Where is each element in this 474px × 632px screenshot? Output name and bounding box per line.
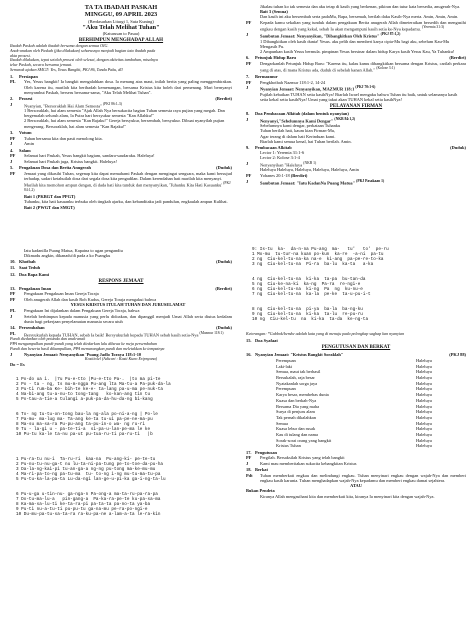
spacer <box>10 210 232 248</box>
haleluya-row-response: Haleluya <box>416 369 432 375</box>
pengutusan-pf: PF Pergilah. Bersaksilah Kristus yang telah bangkit <box>246 455 345 461</box>
r-pf: PF Kepada kamu sekalian yang tunduk dalam pengakuan Berita anugerah Allah dimeteraikan bersedih dan mengasihi engkau dengan kasih yang kekal, sebab Ia akan mengampuni kasih setia ke-Nya kepadamu. $^{(Yeremia 31:3)}$ <box>246 19 466 32</box>
r-intro: Jikalau tuhan ko tak semesta dan aku tetap di kasih yang berkenan, pikiran dan tutur kata bersedia, anugerah-Nya. <box>260 4 461 9</box>
pengakuan-pf2: Marilah kita memohon ampun dengan, di dada hati kita tunduk dan menyanyikan, 'Tuhanku Kita Hati Kasuanku' $^{(PKJ 84:1,2)}$ <box>24 181 231 192</box>
persiapan-pl: PL Yes, Yesus bangkit! Ia bangkit mengalahkan dosa. Ia menang atas maut, inilah berita yang paling menggembirakan. Oleh karena itu, marilah kita beribadah kemenangan, bersama Kristus kita boleh dari pemenang. Mari bernyanyi menyambut Paskah, berseru bersama-sama, "Aku Telah Melihat Tuhan". <box>10 79 232 95</box>
haleluya-row <box>246 438 466 443</box>
persembahan-note-3: Pundi dan beserta hasil dikumpulkan, PPA memarangkan pundi dan meletakkan ke tempatnya <box>10 345 165 351</box>
haleluya-j: J Nenyanyikan "Haleluya $^{(NKB 1)}$ <box>246 160 317 168</box>
haleluya-row-part: Kuasa dan berkah-Nya <box>276 397 317 403</box>
item-berkat: 18. Berkat <box>246 467 268 473</box>
haleluya-row-part: Kuasa lebur dan rusak <box>276 426 316 432</box>
haleluya-row-part: Perempuan <box>276 386 296 392</box>
yohanes-pf: PF Yohanes 20:1-18 (Berdiri) <box>246 173 308 179</box>
prosesi-verse-2: 2 Bersoraklah, hai alam semesta "Kan Rajaku!" Gereja bersyukur, bersembah, bersyukur. Dibuat nyanyilah pujian mengerang. Bersoraklah, hai alam semesta "Kan Rajaku!" <box>24 118 225 129</box>
section-berhimpun: BERHIMPUN MENGHADAP ALLAH <box>78 38 164 44</box>
item-bermazmur: 7. Bermazmur <box>246 73 278 79</box>
item-pengakuan-iman: 13. Pengakuan Iman (Berdiri) <box>10 285 232 291</box>
haleluya-row <box>246 398 466 403</box>
item-votum: 3. Votum <box>10 129 32 135</box>
haleluya-row <box>246 432 466 437</box>
haleluya-row-part: Bersukalah, raja besar <box>276 374 315 380</box>
haleluya-row <box>246 392 466 397</box>
haleluya-row-response: Haleluya <box>416 380 432 386</box>
item-saat-teduh: 11. Saat Teduh <box>10 265 41 271</box>
iman-j: J Setelah berhimpun kepada manusia yang perlu didoakan, dan dipanggil menjadi Umat Allah serta diutus kedalam dunia bagi pekerjaan penyelamatan manusia secara utuh <box>10 313 232 324</box>
intro-note-6: Semarak ajakan SMGT: Yes, Yesus Bangkit, PKJ 86, Tanda Paku, dll <box>10 66 123 72</box>
section-respons: RESPONS JEMAAT <box>98 278 144 284</box>
r-sambutan-2: 2 Ampunkan kasih Yesus bermula. pimpinan Yesus bersinar dalam hidup Karya kasih Yesus Kau, Ya Tuhanku! <box>260 49 455 54</box>
item-pengutusan: 17. Pengutusan <box>246 449 277 455</box>
persembahan-song: J Nyanyian Jemaat: Nenyanyikan 'Puang Jadlo Toraya 118:1-10 <box>10 352 142 358</box>
haleluya-row <box>246 381 466 386</box>
haleluya-row <box>246 421 466 426</box>
haleluya-row-response: Haleluya <box>416 363 432 369</box>
pengakuan-bait1: Bait 1 (PKBGT dan PPGT) <box>24 194 76 200</box>
atau: ATAU <box>350 483 362 489</box>
haleluya-row <box>246 364 466 369</box>
doc-theme: "Aku Telah Melihat Tuhan" <box>82 23 160 31</box>
petunjuk-pf: PF Dengarkanlah Petunjuk Hidup Baru: "Karena itu, kalau kamu dibangkitkan bersama dengan Kristus, carilah perkara yang di atas, di mana Kristus ada, duduk di sebelah kanan Allah." $^{(Kolose 3:1)}$ <box>246 61 466 73</box>
r-sambutan-1: 1 Dibangkitkan oleh kasih dunia! Yesus. aku pelih dan memberi karya cipta-Mu bagi aku, sebelum Kau-Mu Mengasih Pu. <box>260 38 450 49</box>
salam-pf: PF Selamat hari Paskah, Yesus bangkit bagiam, sandara-saudaraku. Haleluya! <box>10 153 155 159</box>
sambutan-iatu: J Sambutan Jemaat: "Iatu KadanNa Puang Matua" $^{(PKJ Pasakaan 1)}$ <box>246 178 385 186</box>
item-persembahan: 14. Persembahan (Duduk) <box>10 325 232 331</box>
haleluya-row-response: Haleluya <box>416 386 432 392</box>
haleluya-row-response: Haleluya <box>416 420 432 426</box>
haleluya-row <box>246 375 466 380</box>
haleluya-row-part: Nyatakanlah sorga jaya <box>276 380 318 386</box>
intro-note-2: Anak-anakan oleh Paskah (jika dilakukan) seharusnya menjadi bagian tata ibadah pada <box>10 47 156 53</box>
doa-pembacaan-lyric: Sebelumnya kami dengar, perkataan Tuhanku Tuhan berilah hati, kaum kian Firman-Mu, Agar terang di dalam hati Kerinduan kami. Biarlah kami semua kenal, hai Tuhan berilah. Amin. <box>260 123 352 144</box>
iman-pf3: YESUS KRISTUS ITULAH TUHAN DAN JURUSELAMAT <box>70 302 186 308</box>
pengakuan-bait2: Bait 2 (PWGT dan SMGT) <box>24 204 75 210</box>
lector-1: Lector 1: Yeremia 31:1-6 <box>260 150 305 156</box>
haleluya-row-part: Karya besar, membebas dunia <box>276 392 329 398</box>
haleluya-row-part: Kau di tulang dan nama <box>276 432 318 438</box>
item-nyanyian-kristus-bangkit: 16. Nyanyian Jemaat: "Kristus Bangkit Soraklah" (PKJ 88) <box>246 352 466 358</box>
doc-title: TA TA IBADAH PASKAH <box>84 4 158 11</box>
spacer-right <box>246 185 466 237</box>
haleluya-row-part: Surya di penjuru alam <box>276 409 315 415</box>
mazmur-pf: PF Pengkhotbah Nazmur 118:1-2, 14-24 <box>246 79 326 85</box>
haleluya-row-part: Bersama Dia yang maha <box>276 403 320 409</box>
item-khotbah: 10. Khotbah (Duduk) <box>10 259 232 265</box>
haleluya-text: Haleluya Haleluya, Haleluya, Haleluya, Haleluya, Amin <box>260 167 359 173</box>
intro-note-4: Ibadah dilakukan, tepat setelah prosesi oleh selesai, dengan aktivitas tambahan, misalnya <box>10 57 158 63</box>
iman-pf: PF Pengakuan Pengakuan Iman Gereja Toraja <box>10 291 99 297</box>
haleluya-row-response: Haleluya <box>416 357 432 363</box>
haleluya-row <box>246 386 466 391</box>
haleluya-row-response: Haleluya <box>416 409 432 415</box>
haleluya-row-part: Perempuan <box>276 357 296 363</box>
intro-note-1: Ibadah Paskah adalah ibadah bersama dengan semua OIG. <box>10 43 109 49</box>
haleluya-row <box>246 409 466 414</box>
haleluya-row <box>246 443 466 448</box>
bukan-pendeta: Bukan Pendeta <box>246 488 275 494</box>
item-doa-pembacaan: 8. Doa Pembacaan Alkitab (dalam bentuk nyanyian) <box>246 111 349 117</box>
haleluya-row <box>246 404 466 409</box>
r-bait3-text: Dan kasih ini aku bersembah serta padaMu, Bapa, bersemah, berilah daku Kasih-Nya merta. Amin, Amin, Amin. <box>260 14 459 20</box>
haleluya-row <box>246 415 466 420</box>
haleluya-row-response: Haleluya <box>416 432 432 438</box>
haleluya-row-part: Tak pernah dikalahkan <box>276 414 316 420</box>
pengakuan-bait1-text: Tuhanku, kita hati kasuanku terbuka oleh tingkah ajarku, dan kebanditaku jadi pandulun, engkaulah ampun Kulihat. <box>24 199 228 205</box>
berkat-pdt: Pdt Tuhan memberkati engkau dan melindungi engkau. Tuhan menyinari engkau dengan wajah-Nya dan memberi engkau kasih karunia. Tuhan menghadapkan wajah-Nya kepadamu dan memberi engkau damai sejahtera. <box>246 473 466 484</box>
item-doa-syafaat: 15. Doa Syafaat <box>246 338 278 344</box>
right-column <box>246 4 466 499</box>
mazmur-lyric: Pujilah kebaikan TUHAN setia kasihNya! Biarlah Israel mengaku bahwa Tuhan itu baik, untuk selamanya kasih setia kekal setia kasihNya! Umat yang takut akan TUHAN kekal setia kasihNya! <box>260 91 458 102</box>
haleluya-row-response: Haleluya <box>416 374 432 380</box>
item-pengakuan-dosa: 5. Pengakuan Dosa dan Berita Anugerah (Duduk) <box>10 165 232 171</box>
haleluya-row-response: Haleluya <box>416 437 432 443</box>
prosesi-verse-1: 1 Bersoraklah, hai alam semesta "Ajak Allah Nya bersukacita bagian Tuhan semesta raya pujian yang megah. Dan bergemalah seluruh alam, Ia Putra hari bersyukur semesta "Kan Allahku!" <box>24 108 225 119</box>
r-sambutan: J Sambutan Jemaat: Nenyanyikan, "Dibangkitkan Oleh Kristus" $^{(PKJ 87:1,2)}$ <box>246 32 401 39</box>
votum-pf: PF Tuhan bersama kita dan pasti menolong kita. <box>10 135 103 141</box>
haleluya-row-part: Kristus Tuhan <box>276 443 301 449</box>
r-bait3: Bait 3 (Semua) <box>260 9 288 15</box>
item-prosesi: 2. Prosesi (Berdiri) <box>10 95 232 101</box>
music-key: Do = Es <box>10 361 25 367</box>
section-pengutusan: PENGUTUSAN DAN BERKAT <box>321 345 391 351</box>
haleluya-row-part: Sorak-sorai orang yang bangkit <box>276 437 332 443</box>
item-pembacaan-alkitab: 9. Pembacaan Alkitab (Duduk) <box>246 144 466 150</box>
lector-2: Lector 2: Kolose 3:1-4 <box>260 155 300 161</box>
pengutusan-j: J Kami mau memberitakan sukacita kebangkitan Kristus <box>246 461 357 467</box>
doc-theme-ref: (Katurusan to Pasaa) <box>102 31 140 37</box>
music-block: 1 Po-do ua i. |7u Pu-e-tto |Pu-e-tto Pa-. |to ma pi-te 2 Po - ta - ng, ts mu-m-ngga Pu-ang lta Ma-tu-a Pa-puk-da-la 3 Pu-ti rum-ba Ke- bih-te ke-e- ta-lang pa-u-ma pe-nuk-ta 4 Na-bi-ang tu-a-nu-to tong-tang ko-kan-ang tin tu 5 Po-tau-a-tie-a tulangi a-puk-pa-da-hu-da-ng bi-kang 6 To- ng tu-tu-on-tong bau-la ng-ala po-ni-a-ng | Po-le 7 Pa-mu- ma-lug ma- Ta-ang ke-ta tu-ui pa-pe-ne-ma-pu 8 Ma-su ma-sa-ra Pu-pu-ang ta-pu-in-o wa- ng ru-ri 9 Tu - la-gi u - pa-te-ti-a si-pa-u-lan-pe-ma le ke 10 Pu-tu ka-le ta-nu pa-ut pu-tua-ru-ti pa-ru-ti |b 1 Pu-ra-tu nu-i Ta-ru-ri kaa-na Pu-ang-ki- pe-te-tu 2 Pu-nu-tu-nu-ga-t nu lu-ta-ni-pa-tung pe-to-toe-da-pu-ha 3 Da-la-ng-kai-pi tu-an-ga-a ng-ng pu-tong ma-ke-mu-mu 4 Ma-ri-pa-to-ng pa-tu-ma tu- to-ng i-ng mu-tu-ma-tu-pa 5 Pu-tu-ka-la-pa-ta Lu-da-ngi lan-ge-u-pi-ka ga-i-ng-ta-lu 6 Pu-u-ga u-tin-nu- ga-nga-n Pa-ong-a ma-ta-ru-pa-ra-pa 7 Do-tu-ma-lu-a pin-gang-a Pa-ka-ra-pe-te ku-pa-sa-ma 8 Ka-ma-sa-lu-ti ke-ta-ra-pi pa-ta-ta pa-no-ta ya-ba 9 Pu-ti nu-a-tu-ti pu-pu-tu ga-na-mu pe-ra-po-ngi-e 10 Du-mu-pa-tu-sa-ta-ra ra-ku-pa-ne a-lam-a-ta le-ra-kin <box>16 377 174 517</box>
keterangan-note: Keterangan: *Gabbok/bembe adalah kata yang di menuju pada pelengkap saghap kan nyanyian <box>246 331 405 337</box>
persembahan-note-1: Pundi diedarkan oleh petunda dan anak-anak <box>10 336 86 342</box>
doc-subtitle: (Berdasarkan Liturgi 1, Suta Kuning) <box>88 18 154 24</box>
item-doa-bapa-kami: 12. Doa Bapa Kami <box>10 271 50 277</box>
song-lyric: Iatu kadanilla Puang Matua, Kapaina to ugan pengandiu Dikmadu angkin, dikanadu'di pada a ko Puangku <box>24 247 123 258</box>
pengakuan-pf: PF Jemaat yang dikasihi Tuhan, segenap kita dapat memahami Paskah dengan mengingat sengsara, maka kami bersujud terhadap, sadari ketahuilah dosa dari segala dosa kita pengadilan. Dalam kerendahan hati marilah kita menyanyi. <box>10 170 232 182</box>
intro-note-5: telur Paskah, secara bersama jemaat. <box>10 62 73 68</box>
item-petunjuk: 6. Petunjuk Hidup Baru (Berdiri) <box>246 55 466 61</box>
haleluya-row-part: Semua <box>276 420 288 426</box>
bukan-pendeta-text: Kiranya Allah mengasihani kita dan memberkati kita, kiranya Ia menyinari kita dengan wajah-Nya. <box>260 493 435 499</box>
haleluya-row-response: Haleluya <box>416 397 432 403</box>
doa-pembacaan-j: J Nenyanyi,"Sebelumnya Kami Dengar" $^{(NKB 84:1,2)}$ <box>246 116 356 124</box>
haleluya-row-response: Haleluya <box>416 426 432 432</box>
iman-pf2: PF Oleh anugerah Allah dan kasih Roh Kudus, Gereja Toraja mengakui bahwa <box>10 297 157 303</box>
haleluya-row <box>246 426 466 431</box>
mazmur-j: J Nyanyian Jemaat: Nenyanyikan, MAZMUR 118:1 $^{(PKJ 70:1-6)}$ <box>246 85 376 92</box>
haleluya-row-response: Haleluya <box>416 392 432 398</box>
salam-j: J Selamat hari Paskah juga, Kristus bangkit. Haleluya! <box>10 158 117 164</box>
item-salam: 4. Salam <box>10 147 31 153</box>
prosesi-j: J Nyanyian, "Bersoraklah Hai Alam Semesta" $^{(PKJ 86:1-3)}$ <box>10 101 122 109</box>
persembahan-song-sub: Kositiolel (Adicari : Kasti Kuno Eripnyana) <box>84 356 158 362</box>
intro-note-3: akta prosesi. <box>10 52 31 58</box>
persembahan-pl: PL Bersyukurlah kepada TUHAN, sebab Ia baik! Bersyukurlah kepada TUHAN sebab kasih setia-Nya $^{(Mazmur 118:1)}$ <box>10 330 224 338</box>
votum-j: J Amin <box>10 141 35 147</box>
haleluya-row <box>246 358 466 363</box>
haleluya-row-part: Semua, maut tak berhasil <box>276 369 321 375</box>
haleluya-table <box>246 358 466 449</box>
haleluya-row <box>246 369 466 374</box>
doc-date: MINGGU, 09 APRIL 2023 <box>84 11 158 19</box>
persembahan-note-2: PPA mengumpulkan pundi-pundi yang telah diedarkan lalu dibawa ke meja persembahan <box>10 341 157 347</box>
haleluya-row-response: Haleluya <box>416 414 432 420</box>
haleluya-row-response: Haleluya <box>416 443 432 449</box>
music-block-right: 9: Is-tu ka- da-n-na Pu-ang ma- tu' to' pe-ru 1 Mo-mu tu-tur-na kuan po-kun ka-re -a-ni pa-tu 2 ng Ciu-kel-tu-na-ka na-e ki-ang pa-pe-re-to-ka 3 ng Ciu-kel-tu-na Pi-ra ba-lu ka-ta a-ka 4 ng Ciu-kel-tu-na ki-ka ta-pa bu-tan-da 5 ng Ciu-ke-na-ki ka-ng Pa-ra re-ngi-e 6 ng Ciu-kel-tu-na ki-ng Pa ng ku-nu-e 7 ng Ciu-kel-tu-na ka-la pe-ke ta-u-pu-i-t 8 ng Ciu-kel-tu-na pi-ya ba-la ba-ng-ku 9 ng Ciu-kel-tu-na ki-ka ta-lu re-pu-ru 10 ng Ciu-kel-tu na ki-ka ta-da ke-ng-ta <box>252 247 389 323</box>
left-column <box>10 4 232 527</box>
item-persiapan: 1. Persiapan <box>10 73 38 79</box>
haleluya-row-part: Laki-laki <box>276 363 293 369</box>
iman-pl: PL Pengakuan Ini dijalankan dalam Pengakuan Gereja Toraja, bahwa <box>10 307 140 313</box>
section-pelayanan-firman: PELAYANAN FIRMAN <box>329 104 383 110</box>
haleluya-row-response: Haleluya <box>416 403 432 409</box>
